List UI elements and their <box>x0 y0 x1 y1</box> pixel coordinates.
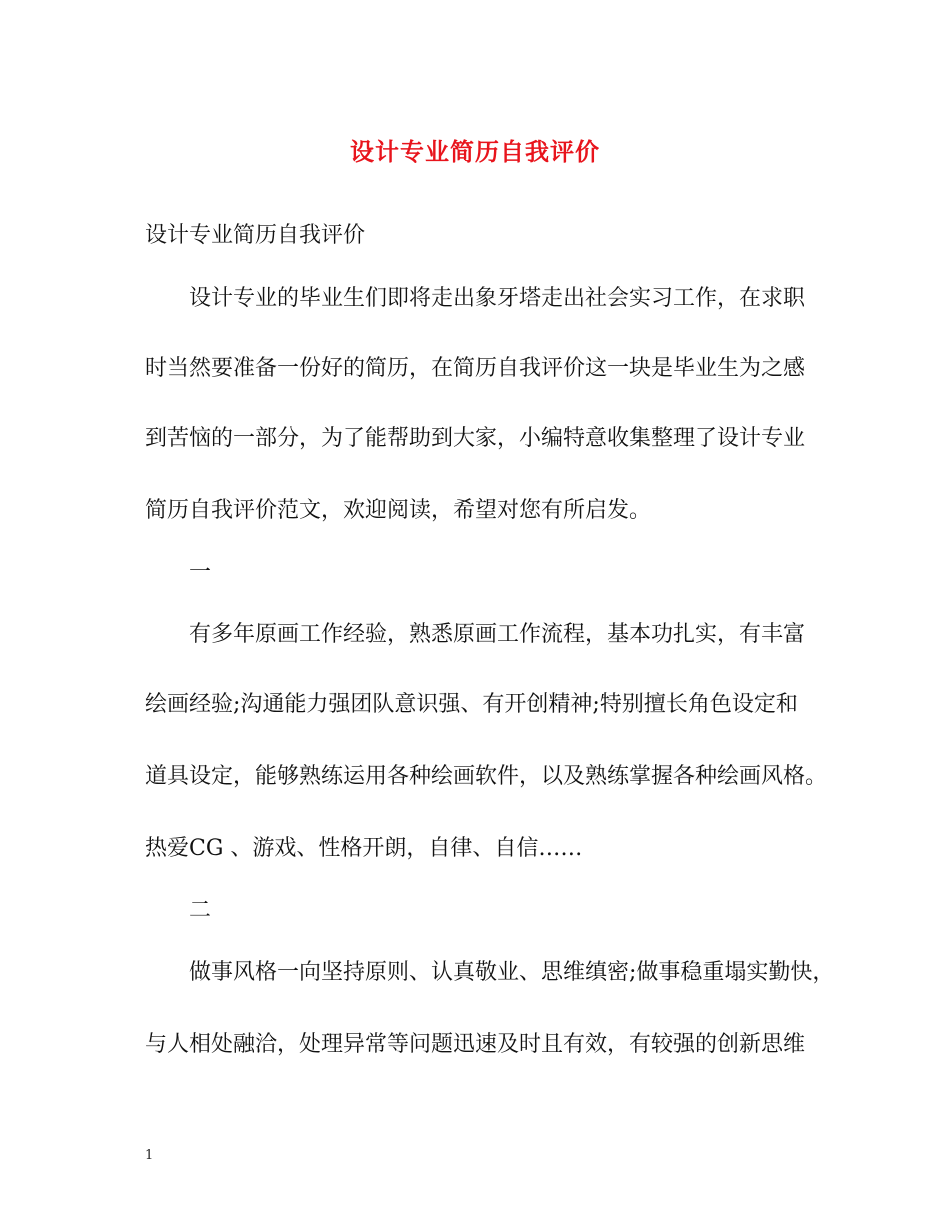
section1-line: 热爱CG 、游戏、性格开朗，自律、自信…… <box>145 836 583 861</box>
section1-line: 有多年原画工作经验，熟悉原画工作流程，基本功扎实，有丰富 <box>189 622 806 647</box>
page-number: 1 <box>145 1148 154 1163</box>
section2-line: 做事风格一向坚持原则、认真敬业、思维缜密;做事稳重塌实勤快， <box>189 960 835 985</box>
intro-line: 到苦恼的一部分，为了能帮助到大家，小编特意收集整理了设计专业 <box>145 426 806 451</box>
intro-line: 简历自我评价范文，欢迎阅读，希望对您有所启发。 <box>145 498 652 523</box>
section-heading-1: 一 <box>189 560 212 585</box>
subtitle: 设计专业简历自我评价 <box>145 223 366 248</box>
intro-line: 时当然要准备一份好的简历，在简历自我评价这一块是毕业生为之感 <box>145 356 806 381</box>
page-title: 设计专业简历自我评价 <box>350 137 600 166</box>
section-heading-2: 二 <box>189 898 212 923</box>
section1-line: 道具设定，能够熟练运用各种绘画软件，以及熟练掌握各种绘画风格。 <box>145 764 828 789</box>
intro-line: 设计专业的毕业生们即将走出象牙塔走出社会实习工作，在求职 <box>189 286 806 311</box>
section1-line: 绘画经验;沟通能力强团队意识强、有开创精神;特别擅长角色设定和 <box>145 692 798 717</box>
section2-line: 与人相处融洽，处理异常等问题迅速及时且有效，有较强的创新思维 <box>145 1032 806 1057</box>
